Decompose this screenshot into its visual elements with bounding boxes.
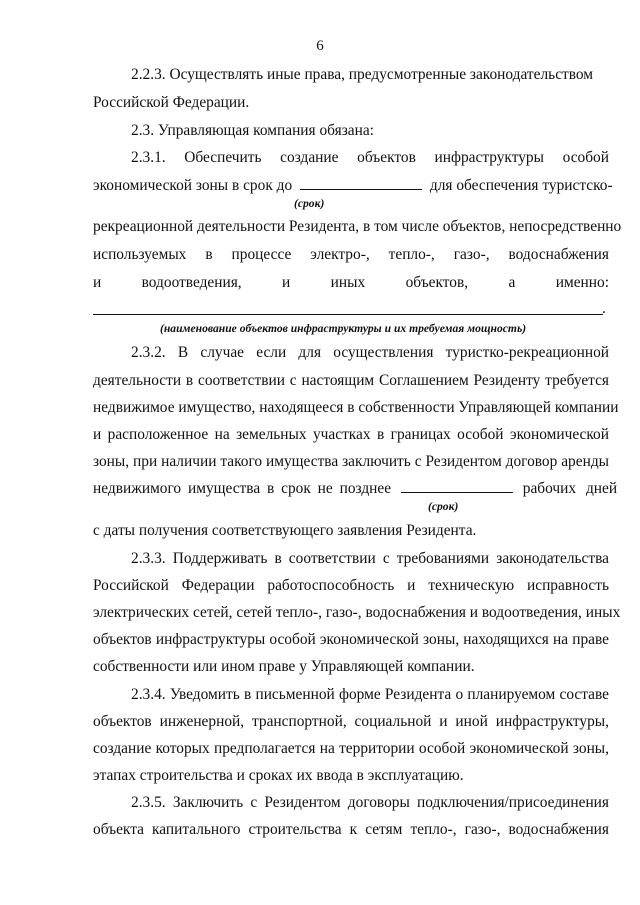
paragraph-2-2-3-line-2: Российской Федерации. — [93, 94, 250, 111]
page-number: 6 — [316, 38, 324, 54]
paragraph-2-3-4-line-4: этапах строительства и сроках их ввода в эксплуатацию. — [93, 767, 464, 784]
paragraph-2-3-4-line-3: создание которых предполагается на территории особой экономической зоны, — [93, 740, 609, 757]
paragraph-2-3-1-line-5: и водоотведения, и иных объектов, а именно: — [93, 274, 609, 291]
text-fragment: рабочих дней — [522, 480, 618, 497]
paragraph-2-3-2-line-7: с даты получения соответствующего заявления Резидента. — [93, 522, 477, 539]
text-fragment: экономической зоны в срок до — [93, 177, 293, 194]
paragraph-2-3-4-line-2: объектов инженерной, транспортной, социальной и иной инфраструктуры, — [93, 713, 609, 730]
text-fragment: недвижимого имущества в срок не позднее — [93, 480, 392, 497]
days-blank-field[interactable] — [401, 479, 513, 493]
text-fragment: для обеспечения туристско- — [429, 177, 613, 194]
paragraph-2-3-1-line-1: 2.3.1. Обеспечить создание объектов инфраструктуры особой — [131, 149, 609, 166]
term-blank-field[interactable] — [300, 176, 422, 190]
term-caption: (срок) — [294, 197, 325, 210]
paragraph-2-3-2-line-2: деятельности в соответствии с настоящим Соглашением Резиденту требуется — [93, 372, 609, 389]
paragraph-2-3-1-line-2 — [93, 176, 613, 195]
end-dot: . — [602, 300, 606, 317]
paragraph-2-3-2-line-6 — [93, 479, 618, 498]
objects-caption: (наименование объектов инфраструктуры и их требуемая мощность) — [160, 322, 527, 335]
paragraph-2-3-1-line-3: рекреационной деятельности Резидента, в том числе объектов, непосредственно — [93, 218, 622, 235]
paragraph-2-3-3-line-2: Российской Федерации работоспособность и техническую исправность — [93, 577, 609, 594]
paragraph-2-3-2-line-1: 2.3.2. В случае если для осуществления туристко-рекреационной — [131, 344, 609, 361]
paragraph-2-3-5-line-2: объекта капитального строительства к сетям тепло-, газо-, водоснабжения — [93, 821, 609, 838]
paragraph-2-3-3-line-4: объектов инфраструктуры особой экономической зоны, находящихся на праве — [93, 631, 609, 648]
paragraph-2-3-2-line-3: недвижимое имущество, находящееся в собственности Управляющей компании — [93, 399, 619, 416]
objects-blank-line[interactable] — [93, 314, 603, 315]
paragraph-2-3-3-line-3: электрических сетей, сетей тепло-, газо-, водоснабжения и водоотведения, иных — [93, 604, 621, 621]
paragraph-2-3-4-line-1: 2.3.4. Уведомить в письменной форме Резидента о планируемом составе — [131, 686, 609, 703]
paragraph-2-3-3-line-5: собственности или ином праве у Управляющей компании. — [93, 658, 475, 675]
paragraph-2-3-2-line-5: зоны, при наличии такого имущества заключить с Резидентом договор аренды — [93, 453, 609, 470]
paragraph-2-3-2-line-4: и расположенное на земельных участках в границах особой экономической — [93, 426, 609, 443]
paragraph-2-3-5-line-1: 2.3.5. Заключить с Резидентом договоры подключения/присоединения — [131, 794, 609, 811]
paragraph-2-3-3-line-1: 2.3.3. Поддерживать в соответствии с требованиями законодательства — [131, 550, 609, 567]
paragraph-2-2-3-line-1: 2.2.3. Осуществлять иные права, предусмотренные законодательством — [131, 66, 594, 83]
section-2-3-heading: 2.3. Управляющая компания обязана: — [131, 122, 374, 139]
term-caption-2: (срок) — [428, 500, 459, 513]
paragraph-2-3-1-line-4: используемых в процессе электро-, тепло-, газо-, водоснабжения — [93, 246, 609, 263]
